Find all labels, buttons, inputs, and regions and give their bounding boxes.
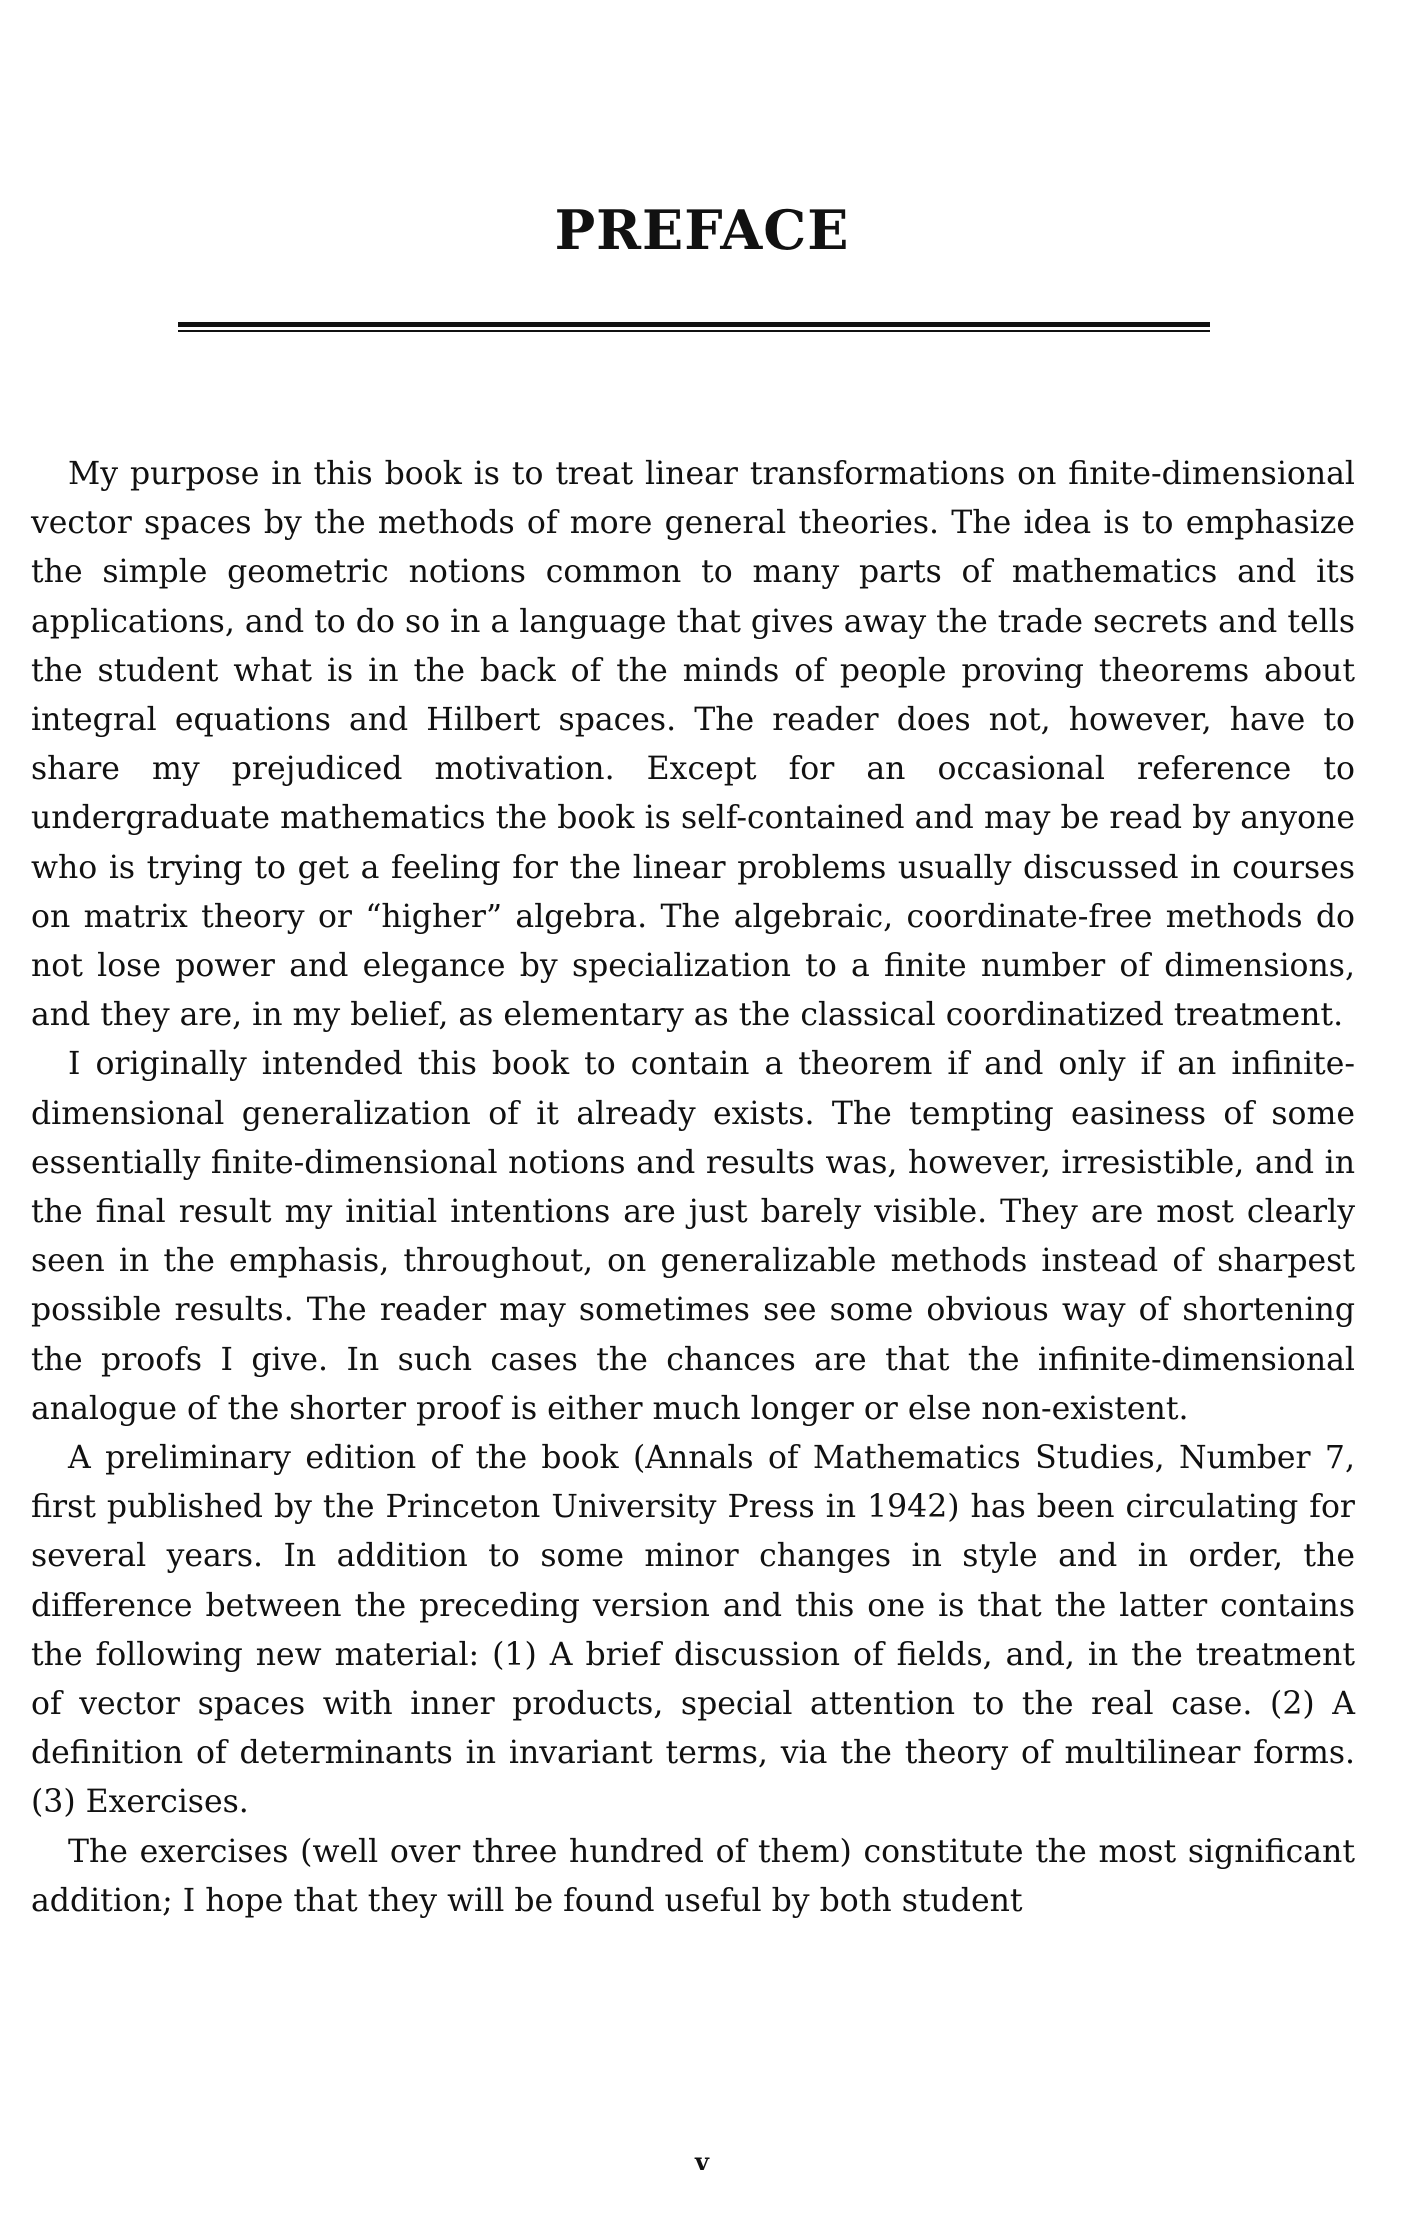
title-divider bbox=[178, 322, 1210, 334]
paragraph: A preliminary edition of the book (Annals of Mathematics Studies, Number 7, first published by the Princeton University Press in 1942) has been circulating for several years. In addition to some minor changes in style and in order, the difference between the preceding version and this one is that the latter contains the following new material: (1) A brief discussion of fields, and, in the treatment of vector spaces with inner products, special attention to the real case. (2) A definition of determinants in invariant terms, via the theory of multilinear forms. (3) Exercises. bbox=[31, 1440, 1355, 1821]
divider-thick-line bbox=[178, 322, 1210, 327]
page-title: PREFACE bbox=[554, 198, 850, 262]
paragraph: My purpose in this book is to treat linear transformations on finite-dimensional vector spaces by the methods of more general theories. The idea is to emphasize the simple geometric notions common to many parts of mathematics and its applications, and to do so in a language that gives away the trade secrets and tells the student what is in the back of the minds of people proving theorems about integral equations and Hilbert spaces. The reader does not, however, have to share my prejudiced motivation. Except for an occasional reference to undergraduate mathematics the book is self-contained and may be read by anyone who is trying to get a feeling for the linear problems usually discussed in courses on matrix theory or “higher” algebra. The algebraic, coordinate-free methods do not lose power and elegance by specialization to a finite number of dimensions, and they are, in my belief, as elementary as the classical coordinatized treatment. bbox=[31, 456, 1355, 1034]
divider-thin-line bbox=[178, 330, 1210, 332]
page-number: v bbox=[695, 2147, 709, 2176]
paragraph: I originally intended this book to contain a theorem if and only if an infinite-dimensional generalization of it already exists. The tempting easiness of some essentially finite-dimensional notions and results was, however, irresistible, and in the final result my initial intentions are just barely visible. They are most clearly seen in the emphasis, throughout, on generalizable methods instead of sharpest possible results. The reader may sometimes see some obvious way of shortening the proofs I give. In such cases the chances are that the infinite-dimensional analogue of the shorter proof is either much longer or else non-existent. bbox=[31, 1046, 1355, 1427]
paragraph: The exercises (well over three hundred of them) constitute the most significant addition; I hope that they will be found useful by both student bbox=[31, 1833, 1355, 1919]
preface-body bbox=[31, 450, 1355, 1926]
